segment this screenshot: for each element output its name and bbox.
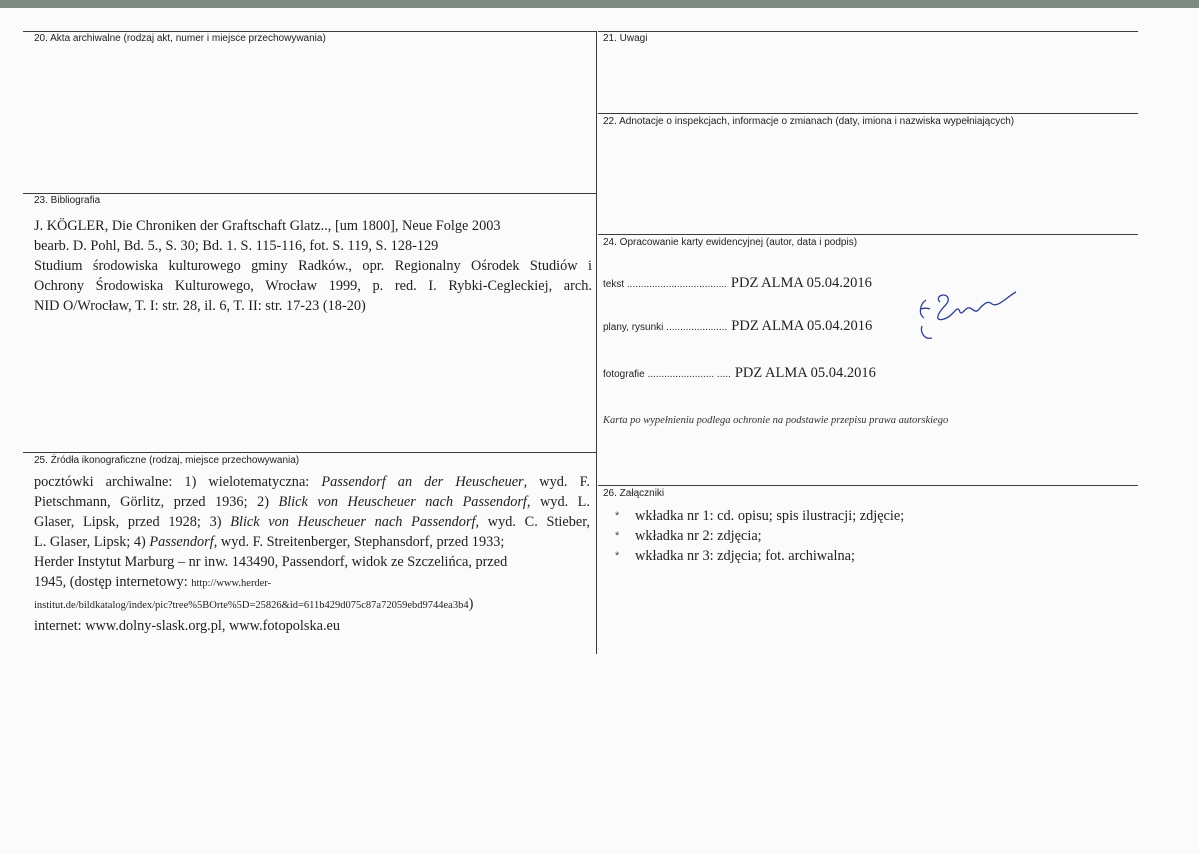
rule-24-26 <box>598 485 1138 486</box>
section-21-label: 21. Uwagi <box>603 33 648 44</box>
scan-edge <box>0 0 1199 8</box>
rule-20-23 <box>23 193 597 194</box>
author-row-label: fotografie ........................ ..... <box>603 369 731 380</box>
author-row-label: tekst .................................... <box>603 279 727 290</box>
bibliography-line: Ochrony Środowiska Kulturowego, Wrocław 1999, p. red. I. Rybki-Ceglеckiej, arch. <box>34 278 592 294</box>
author-row-value: PDZ ALMA 05.04.2016 <box>731 318 873 334</box>
rule-top-left <box>23 31 597 32</box>
author-row-photos <box>603 365 876 382</box>
source-line: 1945, (dostęp internetowy: http://www.herder- <box>34 574 272 590</box>
rule-top-right <box>598 31 1138 32</box>
source-line: Pietschmann, Görlitz, przed 1936; 2) Blick von Heuscheuer nach Passendorf, wyd. L. <box>34 494 590 510</box>
author-row-text <box>603 275 872 292</box>
rule-22-24 <box>598 234 1138 235</box>
source-line: L. Glaser, Lipsk; 4) Passendorf, wyd. F. Streitenberger, Stephansdorf, przed 1933; <box>34 534 505 550</box>
section-22-label: 22. Adnotacje o inspekcjach, informacje o zmianach (daty, imiona i nazwiska wypełniających) <box>603 116 1015 127</box>
attachment-item: * wkładka nr 2: zdjęcia; <box>615 528 762 544</box>
rule-23-25 <box>23 452 597 453</box>
bibliography-line: bearb. D. Pohl, Bd. 5., S. 30; Bd. 1. S. 115-116, fot. S. 119, S. 128-129 <box>34 238 439 254</box>
section-23-label: 23. Bibliografia <box>34 195 101 206</box>
rule-center-vertical <box>596 31 597 654</box>
author-row-plans <box>603 318 872 335</box>
bibliography-line: J. KÖGLER, Die Chroniken der Graftschaft Glatz.., [um 1800], Neue Folge 2003 <box>34 218 501 234</box>
section-25-label: 25. Źródła ikonograficzne (rodzaj, miejsce przechowywania) <box>34 455 300 466</box>
copyright-note: Karta po wypełnieniu podlega ochronie na podstawie przepisu prawa autorskiego <box>603 415 949 426</box>
iconographic-sources-text <box>34 472 590 636</box>
source-line: institut.de/bildkatalog/index/pic?tree%5BOrte%5D=25826&id=611b429d075c87a72059ebd9744ea3b4) <box>34 596 474 612</box>
author-row-value: PDZ ALMA 05.04.2016 <box>734 365 876 381</box>
attachment-item: * wkładka nr 3: zdjęcia; fot. archiwalna; <box>615 548 855 564</box>
source-line: pocztówki archiwalne: 1) wielotematyczna: Passendorf an der Heuscheuer, wyd. F. <box>34 474 590 490</box>
source-url: http://www.herder- <box>191 578 272 589</box>
handwritten-signature <box>912 282 1024 348</box>
bullet-icon: * <box>615 550 620 562</box>
source-url: institut.de/bildkatalog/index/pic?tree%5BOrte%5D=25826&id=611b429d075c87a72059ebd9744ea3b4 <box>34 600 469 611</box>
rule-21-22 <box>598 113 1138 114</box>
section-20-label: 20. Akta archiwalne (rodzaj akt, numer i miejsce przechowywania) <box>34 33 326 44</box>
author-row-label: plany, rysunki ...................... <box>603 322 728 333</box>
bullet-icon: * <box>615 510 620 522</box>
attachment-item: * wkładka nr 1: cd. opisu; spis ilustracji; zdjęcie; <box>615 508 905 524</box>
section-24-label: 24. Opracowanie karty ewidencyjnej (autor, data i podpis) <box>603 237 858 248</box>
source-line: Glaser, Lipsk, przed 1928; 3) Blick von Heuscheuer nach Passendorf, wyd. C. Stieber, <box>34 514 591 530</box>
bullet-icon: * <box>615 530 620 542</box>
source-line: internet: www.dolny-slask.org.pl, www.fotopolska.eu <box>34 618 341 634</box>
bibliography-text <box>34 216 592 316</box>
bibliography-line: NID O/Wrocław, T. I: str. 28, il. 6, T. II: str. 17-23 (18-20) <box>34 298 366 314</box>
source-line: Herder Instytut Marburg – nr inw. 143490, Passendorf, widok ze Szczelińca, przed <box>34 554 508 570</box>
section-26-label: 26. Załączniki <box>603 488 665 499</box>
author-row-value: PDZ ALMA 05.04.2016 <box>730 275 872 291</box>
bibliography-line: Studium środowiska kulturowego gminy Radków., opr. Regionalny Ośrodek Studiów i <box>34 258 592 274</box>
attachments-list <box>615 506 904 566</box>
